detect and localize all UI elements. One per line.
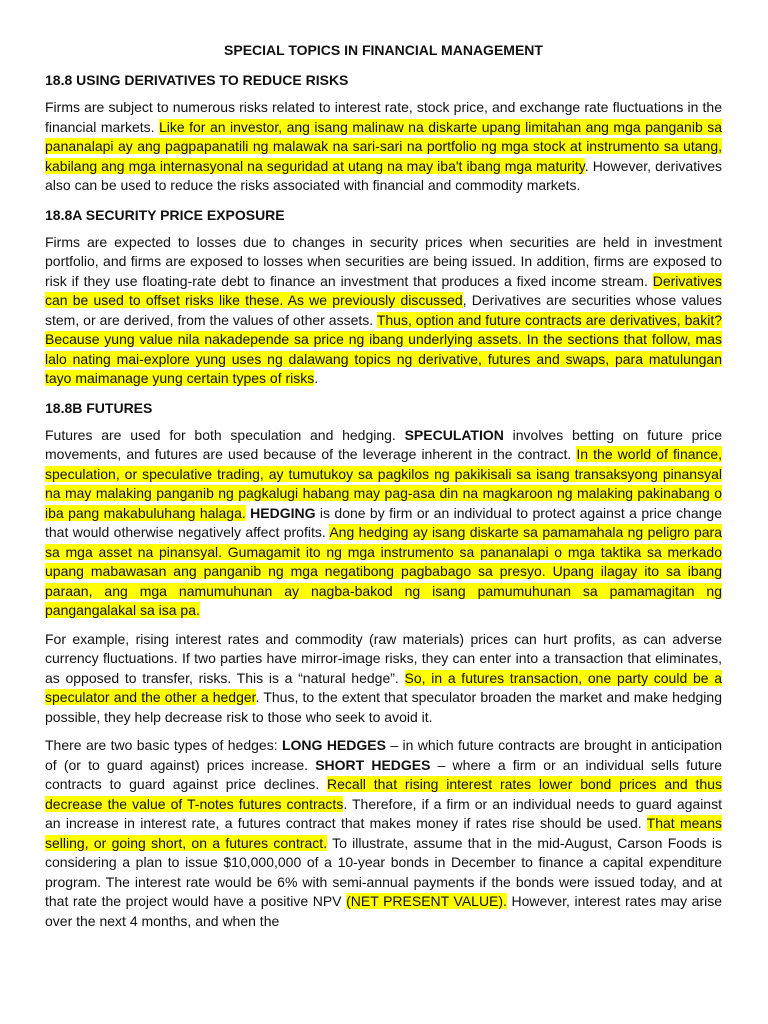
text-run: . However, derivatives also can be used to reduce the risks associated with financial and commodity markets. [45, 157, 723, 193]
bold-term: HEDGING [250, 504, 316, 521]
text-run: Firms are subject to numerous risks related to interest rate, stock price, and exchange rate fluctuations in the financial markets. [45, 99, 722, 135]
highlighted-text: Like for an investor, ang isang malinaw na diskarte upang limitahan ang mga panganib sa pananalapi ay ang pagpapanatili ng malawak na sari-sari na portfolio ng mga stock at instrumento sa utang, kabilang ang mga internasyonal na seguridad at utang na may iba't ibang mga maturity [45, 118, 722, 174]
paragraph [45, 233, 722, 389]
paragraph [45, 630, 722, 728]
text-run: – where a firm or an individual sells future contracts to guard against price declines. [45, 756, 722, 792]
text-run: For example, rising interest rates and commodity (raw materials) prices can hurt profits, as can adverse currency fluctuations. If two parties have mirror-image risks, they can enter into a transaction that eliminates, as opposed to transfer, risks. This is a “natural hedge”. [45, 630, 722, 686]
document-body [45, 70, 722, 931]
highlighted-text: Recall that rising interest rates lower bond prices and thus decrease the value of T-notes futures contracts [45, 776, 722, 812]
section-heading: 18.8B FUTURES [45, 399, 153, 416]
text-run: , Derivatives are securities whose values stem, or are derived, from the values of other assets. [45, 292, 722, 328]
document-title: SPECIAL TOPICS IN FINANCIAL MANAGEMENT [224, 42, 543, 58]
text-run: . Therefore, if a firm or an individual needs to guard against an increase in interest rate, a futures contract that makes money if rates rise should be used. [45, 795, 722, 831]
text-run: . [314, 370, 319, 386]
section-heading: 18.8 USING DERIVATIVES TO REDUCE RISKS [45, 72, 349, 88]
text-run: To illustrate, assume that in the mid-August, Carson Foods is considering a plan to issue $10,000,000 of a 10-year bonds in December to finance a capital expenditure program. The interest rate would be 6% with semi-annual payments if the bonds were issued today, and at that rate the project would have a positive NPV [45, 834, 723, 909]
text-run: There are two basic types of hedges: [45, 737, 282, 753]
text-run: Futures are used for both speculation and hedging. [45, 426, 405, 443]
text-run: . Thus, to the extent that speculator broaden the market and make hedging possible, they help decrease risk to those who seek to avoid it. [45, 689, 722, 725]
text-run: involves betting on future price movements, and futures are used because of the leverage inherent in the contract. [45, 426, 722, 462]
paragraph [45, 426, 722, 621]
highlighted-text: In the world of finance, speculation, or speculative trading, ay tumutukoy sa pagkilos ng pakikisali sa isang transaksyong pinansyal na may malaking panganib ng pagkalugi habang may pag-asa din na magkaroon ng malaking pakinabang o iba pang makabuluhang halaga. [45, 446, 722, 521]
highlighted-text: That means selling, or going short, on a futures contract. [45, 815, 722, 851]
section-heading: 18.8A SECURITY PRICE EXPOSURE [45, 206, 285, 223]
bold-term: LONG HEDGES [281, 737, 386, 753]
highlighted-text: Derivatives can be used to offset risks like these. As we previously discussed [45, 272, 722, 308]
paragraph [45, 736, 722, 931]
text-run: However, interest rates may arise over the next 4 months, and when the [45, 893, 722, 929]
document-page [45, 40, 722, 940]
text-run: – in which future contracts are brought in anticipation of (or to guard against) prices increase. [45, 737, 722, 773]
highlighted-text: (NET PRESENT VALUE). [346, 893, 507, 909]
highlighted-text: Thus, option and future contracts are derivatives, bakit? Because yung value nila nakadepende sa price ng ibang underlying assets. In the sections that follow, mas lalo nating mai-explore yung uses ng dalawang topics ng derivative, futures and swaps, para matulungan tayo maimanage yung certain types of risks [45, 311, 722, 386]
highlighted-text: So, in a futures transaction, one party could be a speculator and the other a hedger [45, 669, 723, 705]
bold-term: SPECULATION [404, 426, 504, 443]
paragraph [45, 98, 722, 196]
text-run: is done by firm or an individual to protect against a price change that would otherwise negatively affect profits. [45, 504, 722, 540]
bold-term: SHORT HEDGES [315, 756, 431, 773]
highlighted-text: Ang hedging ay isang diskarte sa pamamahala ng peligro para sa mga asset na pinansyal. Gumagamit ito ng mga instrumento sa pananalapi o mga taktika sa merkado upang mabawasan ang panganib ng mga negatibong pagbabago sa presyo. Upang ilagay ito sa ibang paraan, ang mga namumuhunan ay nagba-bakod ng isang pamumuhunan sa pamamagitan ng pangangalakal sa isa pa. [45, 524, 722, 618]
text-run: Firms are expected to losses due to changes in security prices when securities are held in investment portfolio, and firms are exposed to losses when securities are being issued. In addition, firms are exposed to risk if they use floating-rate debt to finance an investment that produces a fixed income stream. [45, 233, 722, 289]
